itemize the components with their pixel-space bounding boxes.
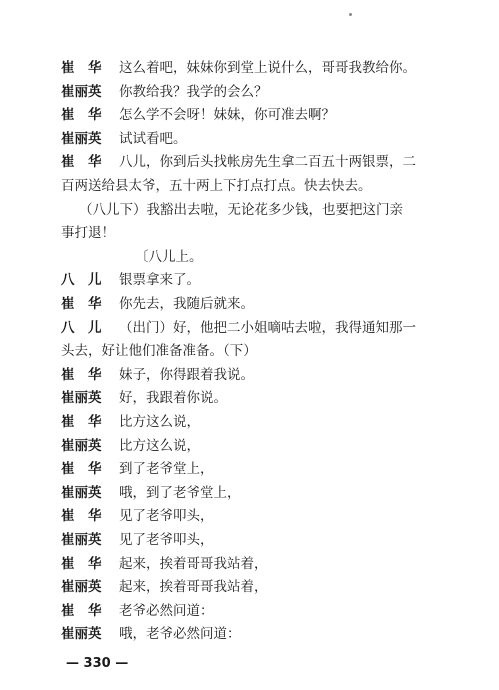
continuation-text: 百两送给县太爷，五十两上下打点打点。快去快去。 — [61, 178, 372, 194]
speaker-name: 崔 华 — [61, 555, 102, 572]
speech-text: 见了老爷叩头， — [119, 508, 214, 525]
page-number: — 330 — — [66, 656, 129, 671]
speech-text: （出门）好，他把二小姐嘀咕去啦，我得通知那一 — [119, 319, 416, 336]
speaker-name: 崔 华 — [61, 602, 102, 619]
speaker-name: 崔 华 — [61, 296, 102, 312]
speaker-name: 崔丽英 — [61, 390, 102, 407]
speech-text: 怎么学不会呀！妹妹，你可准去啊？ — [119, 107, 335, 124]
speaker-name: 八 儿 — [61, 272, 102, 289]
speaker-name: 崔丽英 — [61, 437, 102, 454]
speech-text: 起来，挨着哥哥我站着， — [119, 579, 268, 596]
speech-text: 比方这么说， — [119, 414, 200, 430]
paper-speck — [349, 13, 352, 16]
speech-text: 见了老爷叩头， — [119, 532, 214, 548]
speech-text: 八儿，你到后头找帐房先生拿二百五十两银票，二 — [119, 154, 416, 171]
speaker-name: 崔 华 — [61, 414, 102, 430]
speaker-name: 崔 华 — [61, 508, 102, 525]
speaker-name: 崔 华 — [61, 107, 102, 124]
speaker-name: 崔丽英 — [61, 83, 102, 100]
speech-text: 起来，挨着哥哥我站着， — [119, 555, 268, 572]
speech-text: 老爷必然问道： — [119, 602, 214, 619]
speaker-name: 崔 华 — [61, 60, 102, 76]
speech-text: 到了老爷堂上， — [119, 461, 214, 478]
speech-text: 好，我跟着你说。 — [119, 390, 227, 407]
speaker-name: 崔丽英 — [61, 532, 102, 548]
stage-direction-text: 〔八儿上。 — [135, 248, 203, 265]
speaker-name: 八 儿 — [61, 319, 102, 336]
speaker-name: 崔 华 — [61, 366, 102, 383]
speaker-name: 崔丽英 — [61, 484, 102, 501]
speech-text: 你教给我？我学的会么？ — [119, 83, 268, 100]
stage-text: （八儿下）我豁出去啦，无论花多少钱，也要把这门亲 — [79, 201, 403, 218]
speaker-name: 崔丽英 — [61, 579, 102, 596]
speech-text: 试试看吧。 — [119, 130, 187, 147]
speech-text: 哦，到了老爷堂上， — [119, 484, 241, 501]
speaker-name: 崔 华 — [61, 154, 102, 171]
continuation-text: 事打退！ — [61, 225, 115, 242]
speech-text: 你先去，我随后就来。 — [119, 296, 254, 312]
speech-text: 银票拿来了。 — [119, 272, 200, 289]
speaker-name: 崔丽英 — [61, 626, 102, 643]
speaker-name: 崔 华 — [61, 461, 102, 478]
speech-text: 比方这么说， — [119, 437, 200, 454]
speaker-name: 崔丽英 — [61, 130, 102, 147]
speech-text: 妹子，你得跟着我说。 — [119, 366, 254, 383]
continuation-text: 头去，好让他们准备准备。（下） — [61, 343, 257, 360]
speech-text: 这么着吧，妹妹你到堂上说什么，哥哥我教给你。 — [119, 60, 416, 76]
speech-text: 哦，老爷必然问道： — [119, 626, 241, 643]
